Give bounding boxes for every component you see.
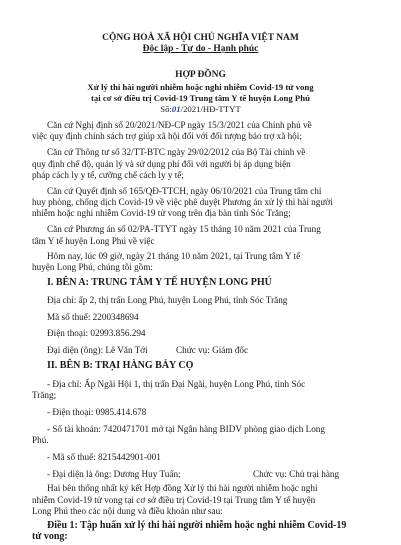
closing-line-1: Hai bên thống nhất ký kết Hợp đồng Xử lý thi hài người nhiễm hoặc nghi — [47, 483, 318, 494]
contract-subtitle-2: tại cơ sở điều trị Covid-19 Trung tâm Y tế huyện Long Phú — [91, 92, 310, 103]
preamble-3-line-2: huy phòng, chống dịch Covid-19 về việc phê duyệt Phương án xử lý thi hài người — [32, 197, 333, 208]
party-b-representative: - Đại diện là ông: Dương Huy Tuấn; — [47, 469, 181, 480]
party-b-address-line-2: Trăng; — [32, 390, 57, 401]
party-b-account-line-2: Phú. — [32, 435, 49, 446]
contract-subtitle-1: Xử lý thi hài người nhiễm hoặc nghi nhiễm Covid-19 tử vong — [87, 81, 314, 92]
article-1-line-2: tử vong: — [32, 531, 68, 542]
preamble-3-line-3: nhiễm hoặc nghi nhiễm Covid-19 tử vong trên địa bàn tỉnh Sóc Trăng; — [32, 208, 291, 219]
preamble-2-line-1: Căn cứ Thông tư số 32/TT-BTC ngày 29/02/2012 của Bộ Tài chính về — [47, 147, 306, 158]
party-b-position: Chức vụ: Chủ trại hàng — [253, 469, 340, 480]
party-a-position: Chức vụ: Giám đốc — [176, 345, 249, 356]
party-b-address-line-1: - Địa chỉ: Ấp Ngãi Hội 1, thị trấn Đại Ngãi, huyện Long Phú, tỉnh Sóc — [47, 379, 306, 390]
party-b-tax-code: - Mã số thuế: 8215442901-001 — [47, 452, 161, 463]
preamble-4-line-2: tâm Y tế huyện Long Phú về việc — [32, 235, 155, 246]
contract-number-prefix: Số: — [160, 104, 172, 115]
closing-line-3: Long Phú theo các nội dung và điều khoản như sau: — [32, 505, 223, 516]
preamble-3-line-1: Căn cứ Quyết định số 165/QĐ-TTCH, ngày 06/10/2021 của Trung tâm chỉ — [47, 185, 322, 196]
preamble-4-line-1: Căn cứ Phương án số 02/PA-TTYT ngày 15 tháng 10 năm 2021 của Trung — [47, 224, 321, 235]
national-motto — [0, 43, 401, 55]
party-a-representative: Đại diện (ông): Lê Văn Tới — [47, 345, 148, 356]
party-b-heading: II. BÊN B: TRẠI HÀNG BẢY CỌ — [47, 360, 194, 372]
preamble-5-line-1: Hôm nay, lúc 09 giờ, ngày 21 tháng 10 năm 2021, tại Trung tâm Y tế — [47, 250, 301, 261]
party-b-phone: - Điện thoại: 0985.414.678 — [47, 407, 147, 418]
preamble-5-line-2: huyện Long Phú, chúng tôi gồm: — [32, 261, 153, 272]
contract-title: HỢP ĐỒNG — [175, 69, 226, 80]
party-a-heading: I. BÊN A: TRUNG TÂM Y TẾ HUYỆN LONG PHÚ — [47, 276, 272, 288]
article-1-line-1: Điều 1: Tập huấn xử lý thi hài người nhiễm hoặc nghi nhiễm Covid-19 — [47, 519, 347, 531]
national-motto-text: Độc lập - Tự do - Hạnh phúc — [142, 44, 259, 55]
contract-number-suffix: /2021/HĐ-TTYT — [180, 104, 241, 115]
party-a-tax-code: Mã số thuế: 2200348694 — [47, 311, 139, 322]
closing-line-2: nhiễm Covid-19 tử vong tại cơ sở điều trị Covid-19 tại Trung tâm Y tế huyện — [32, 494, 316, 505]
preamble-1-line-2: việc quy định chính sách trợ giúp xã hội đối với đối tượng bảo trợ xã hội; — [32, 131, 302, 142]
preamble-2-line-2: quy định chế độ, quản lý và sử dụng phí đối với người bị áp dụng biện — [32, 158, 291, 169]
preamble-2-line-3: pháp cách ly y tế, cưỡng chế cách ly y tế; — [32, 169, 184, 180]
contract-number — [0, 103, 401, 115]
party-b-account-line-1: - Số tài khoản: 7420471701 mở tại Ngân hàng BIDV phòng giao dịch Long — [47, 424, 325, 435]
preamble-1-line-1: Căn cứ Nghị định số 20/2021/NĐ-CP ngày 15/3/2021 của Chính phủ về — [47, 120, 312, 131]
contract-number-handwritten: 01 — [171, 104, 181, 115]
party-a-address: Địa chỉ: ấp 2, thị trấn Long Phú, huyện Long Phú, tỉnh Sóc Trăng — [47, 294, 288, 305]
party-a-phone: Điện thoại: 02993.856.294 — [47, 328, 146, 339]
national-title: CỘNG HOÀ XÃ HỘI CHỦ NGHĨA VIỆT NAM — [102, 32, 299, 43]
